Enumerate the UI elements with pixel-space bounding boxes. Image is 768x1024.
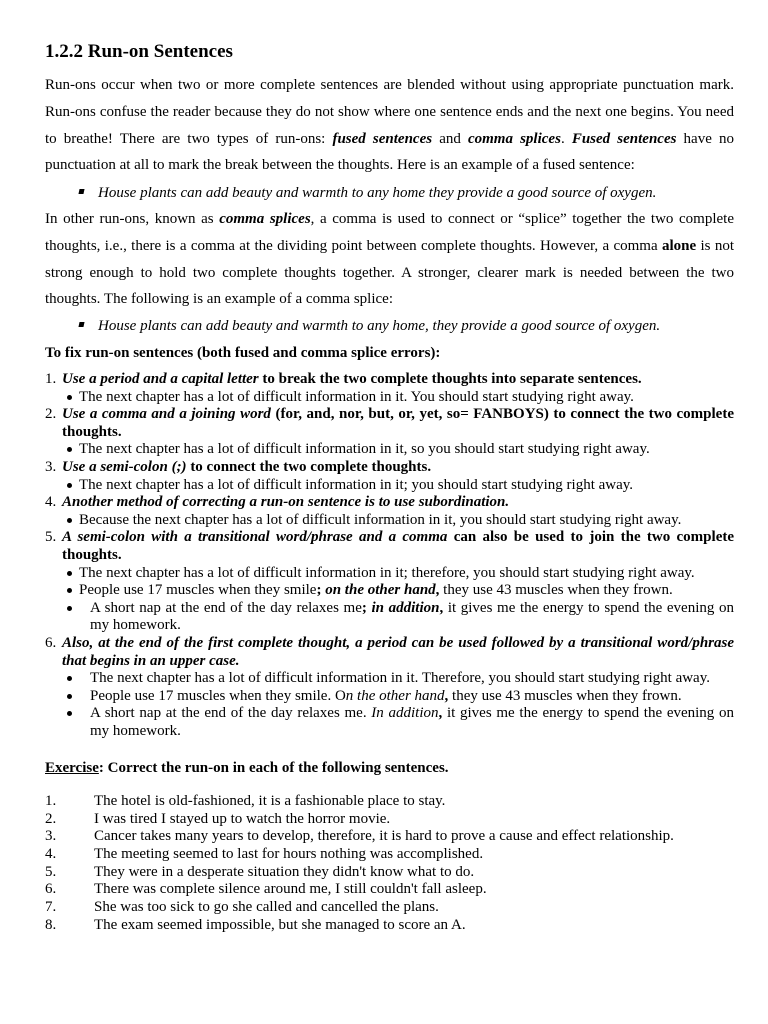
exercise-item: 3. Cancer takes many years to develop, therefore, it is hard to prove a cause and effect relationship. (45, 828, 674, 845)
method-example: A short nap at the end of the day relaxes me; in addition, it gives me the energy to spend the evening on my homework. (45, 600, 734, 635)
bullet-dot-icon (67, 395, 72, 400)
bullet-dot-icon (67, 571, 72, 576)
method-item: 4. Another method of correcting a run-on sentence is to use subordination. (45, 494, 510, 511)
bullet-dot-icon (67, 447, 72, 452)
method-example: People use 17 muscles when they smile. On the other hand, they use 43 muscles when they frown. (45, 688, 734, 706)
exercise-item: 2. I was tired I stayed up to watch the horror movie. (45, 810, 391, 827)
method-example: The next chapter has a lot of difficult information in it. Therefore, you should start studying right away. (45, 670, 734, 688)
comma-splice-example: House plants can add beauty and warmth to any home, they provide a good source of oxygen. (79, 316, 734, 336)
bullet-dot-icon (67, 694, 72, 699)
bullet-dot-icon (67, 606, 72, 611)
bullet-dot-icon (67, 588, 72, 593)
method-example: The next chapter has a lot of difficult information in it. You should start studying right away. (45, 389, 734, 407)
exercise-heading: Exercise: Correct the run-on in each of the following sentences. (45, 760, 449, 776)
comma-splice-paragraph: In other run-ons, known as comma splices, a comma is used to connect or “splice” together the two complete thoughts, i.e., there is a comma at the dividing point between complete thoughts. However, a comma alone is not strong enough to hold two complete thoughts together. A stronger, clearer mark is needed between the two thoughts. The following is an example of a comma splice: (45, 211, 734, 308)
method-example: People use 17 muscles when they smile; on the other hand, they use 43 muscles when they frown. (45, 582, 734, 600)
bullet-dot-icon (67, 518, 72, 523)
fix-heading: To fix run-on sentences (both fused and comma splice errors): (45, 345, 441, 361)
bullet-dot-icon (67, 483, 72, 488)
exercise-list (45, 793, 734, 935)
method-example: Because the next chapter has a lot of difficult information in it, you should start studying right away. (45, 512, 734, 530)
method-item: 3. Use a semi-colon (;) to connect the two complete thoughts. (45, 458, 432, 475)
fused-example: House plants can add beauty and warmth to any home they provide a good source of oxygen. (79, 183, 734, 203)
exercise-item: 8. The exam seemed impossible, but she managed to score an A. (45, 916, 466, 933)
method-example: The next chapter has a lot of difficult information in it; you should start studying right away. (45, 477, 734, 495)
exercise-item: 1. The hotel is old-fashioned, it is a fashionable place to stay. (45, 793, 446, 809)
method-item: 6. Also, at the end of the first complete thought, a period can be used followed by a transitional word/phrase that begins in an upper case. (45, 634, 734, 669)
bullet-dot-icon (67, 711, 72, 716)
method-item: 1. Use a period and a capital letter to break the two complete thoughts into separate sentences. (45, 371, 642, 387)
exercise-item: 4. The meeting seemed to last for hours nothing was accomplished. (45, 846, 484, 863)
method-example: The next chapter has a lot of difficult information in it, so you should start studying right away. (45, 441, 734, 459)
bullet-dot-icon (67, 676, 72, 681)
exercise-item: 6. There was complete silence around me, I still couldn't fall asleep. (45, 881, 487, 898)
method-item: 2. Use a comma and a joining word (for, and, nor, but, or, yet, so= FANBOYS) to connect the two complete thoughts. (45, 406, 734, 440)
method-example: The next chapter has a lot of difficult information in it; therefore, you should start studying right away. (45, 565, 734, 583)
bullet-square-icon (78, 189, 84, 194)
method-item: 5. A semi-colon with a transitional word/phrase and a comma can also be used to join the two complete thoughts. (45, 529, 735, 563)
intro-paragraph: Run-ons occur when two or more complete sentences are blended without using appropriate punctuation mark. Run-ons confuse the reader because they do not show where one sentence ends and the next one begins. You need to breathe! There are two types of run-ons: fused sentences and comma splices. Fused sentences have no punctuation at all to mark the break between the thoughts. Here is an example of a fused sentence: (45, 77, 734, 174)
exercise-item: 5. They were in a desperate situation they didn't know what to do. (45, 863, 475, 880)
section-title: 1.2.2 Run-on Sentences (45, 41, 233, 62)
bullet-square-icon (78, 322, 84, 327)
method-example: A short nap at the end of the day relaxes me. In addition, it gives me the energy to spend the evening on my homework. (45, 705, 734, 740)
methods-list (45, 371, 734, 740)
exercise-item: 7. She was too sick to go she called and cancelled the plans. (45, 899, 439, 916)
